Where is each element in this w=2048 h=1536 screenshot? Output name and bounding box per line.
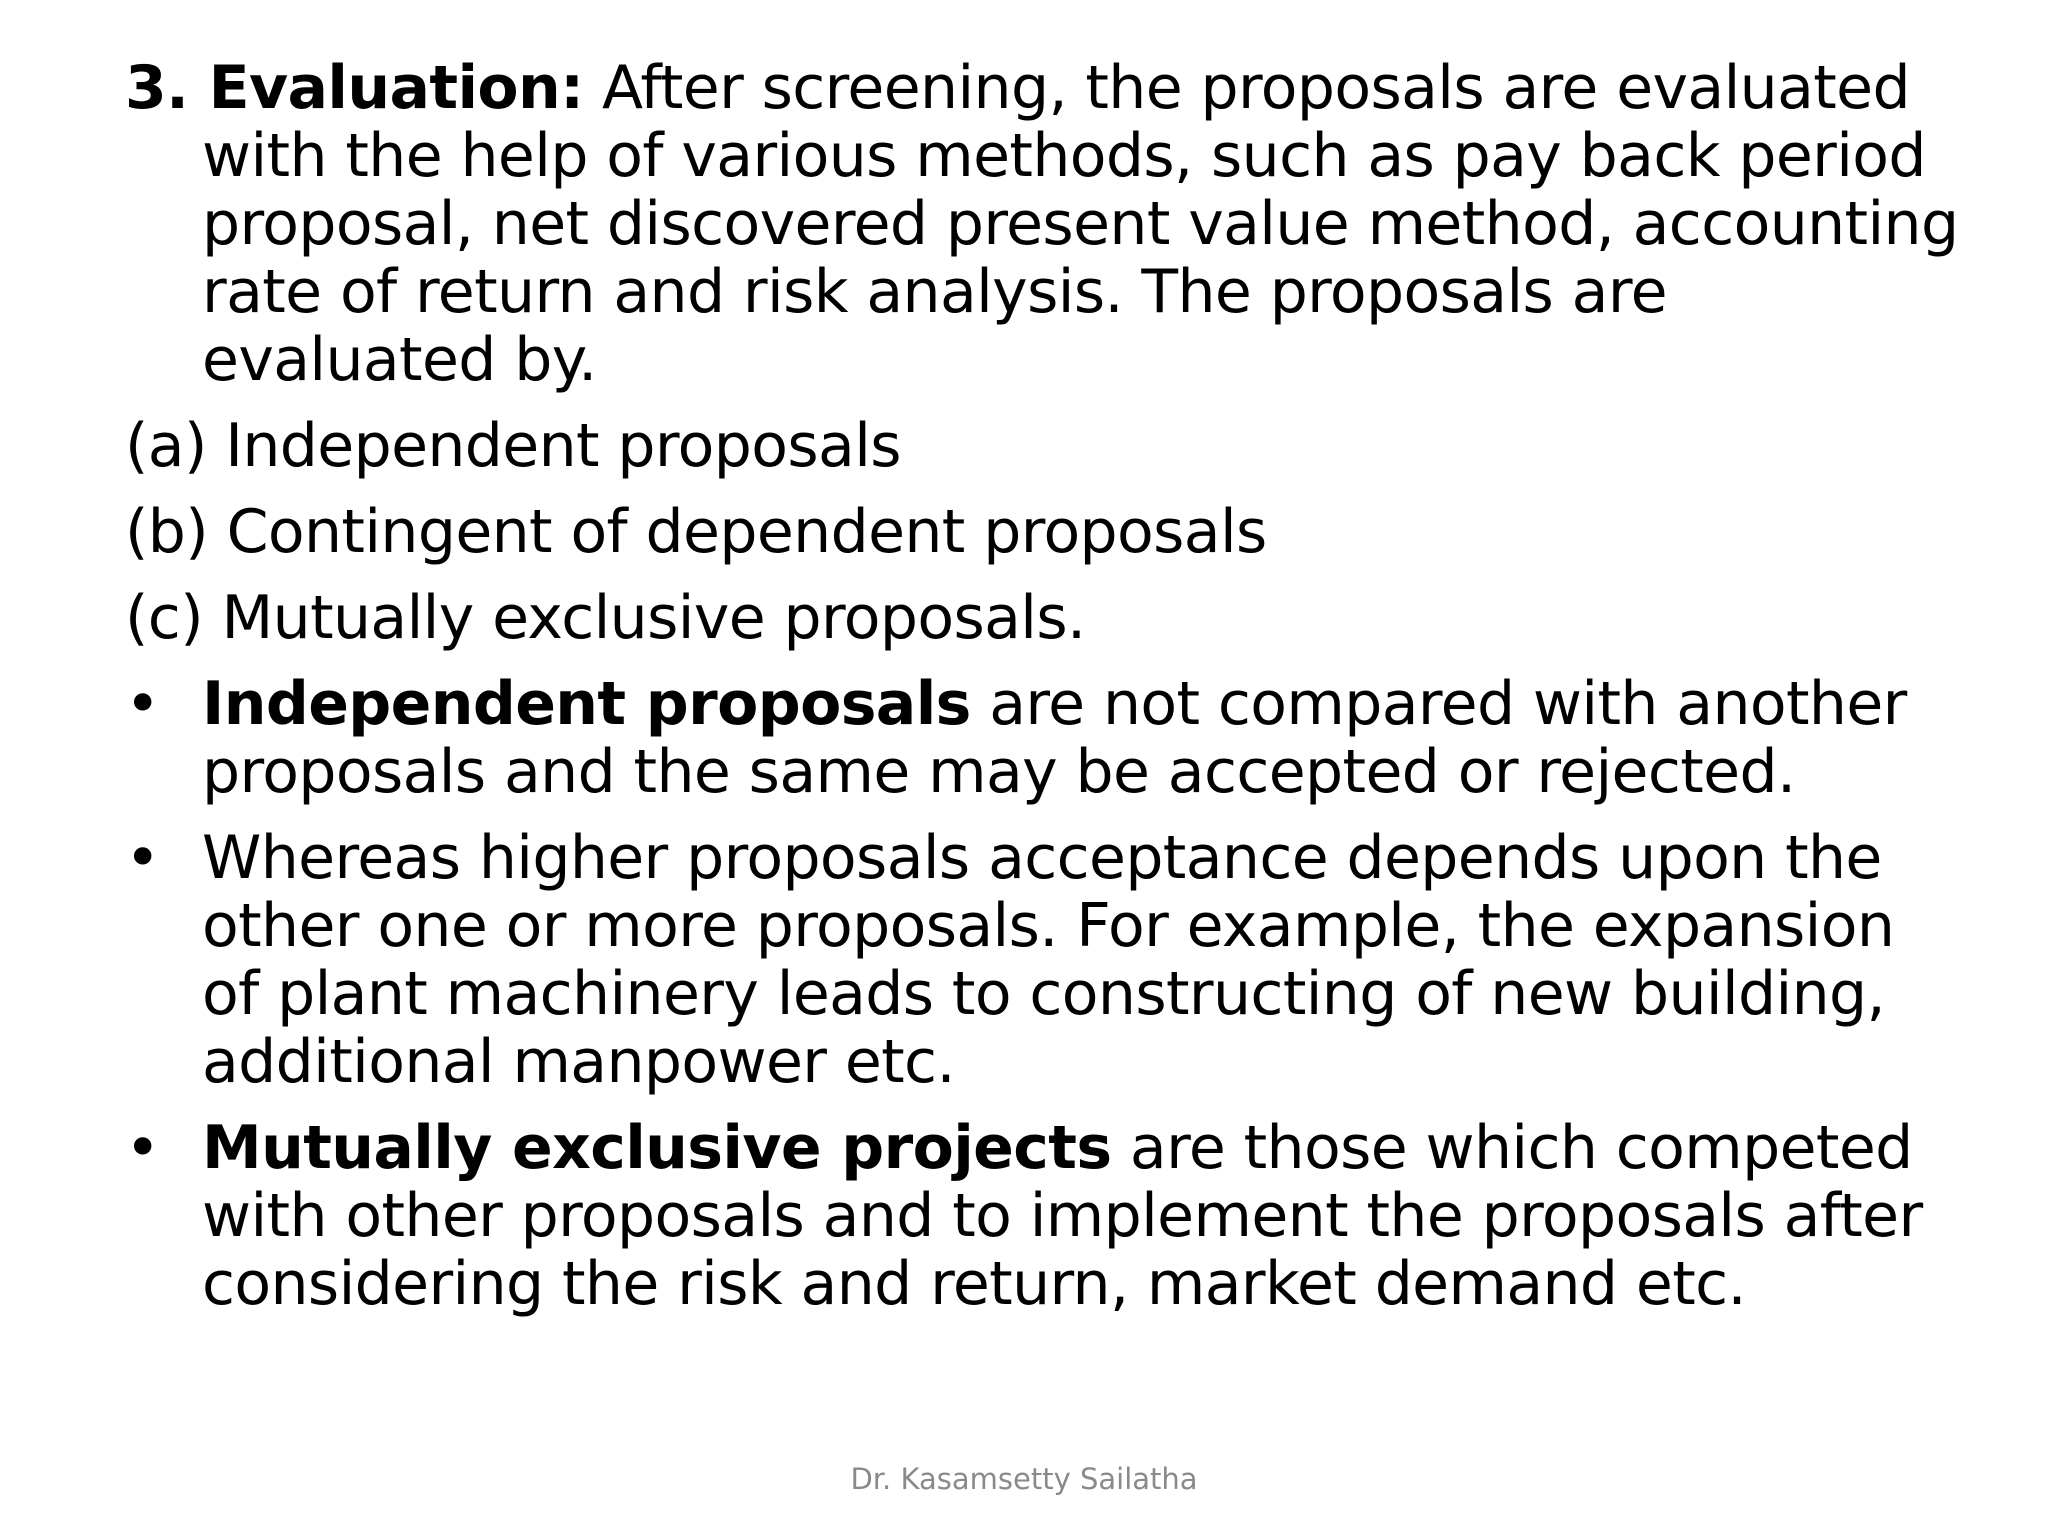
bullet-bold-text: Independent proposals: [202, 669, 971, 739]
bullet-icon: •: [125, 823, 160, 893]
sub-item-b: (b) Contingent of dependent proposals: [125, 497, 1267, 567]
sub-item-c: (c) Mutually exclusive proposals.: [125, 583, 1086, 653]
bullet-independent-proposals: [125, 670, 1965, 806]
evaluation-paragraph: [125, 54, 1965, 394]
bullet-text: are those which competed with other proposals and to implement the proposals after considering the risk and return, market demand etc.: [202, 1113, 1923, 1319]
bullet-bold-text: Mutually exclusive projects: [202, 1113, 1112, 1183]
slide-body: [125, 54, 1965, 1336]
bullet-text: are not compared with another proposals and the same may be accepted or rejected.: [202, 669, 1907, 807]
bullet-mutually-exclusive: [125, 1114, 1965, 1318]
footer-author: Dr. Kasamsetty Sailatha: [850, 1462, 1198, 1496]
bullet-contingent-proposals: [125, 824, 1965, 1096]
bullet-icon: •: [125, 1113, 160, 1183]
bullet-icon: •: [125, 669, 160, 739]
evaluation-text: After screening, the proposals are evaluated with the help of various methods, such as pay back period proposal, net discovered present value method, accounting rate of return and risk analysis. The proposals are evaluated by.: [202, 53, 1959, 395]
bullet-text: Whereas higher proposals acceptance depends upon the other one or more proposals. For example, the expansion of plant machinery leads to constructing of new building, additional manpower etc.: [202, 823, 1895, 1097]
evaluation-heading: 3. Evaluation:: [125, 53, 584, 123]
sub-item-a: (a) Independent proposals: [125, 411, 901, 481]
